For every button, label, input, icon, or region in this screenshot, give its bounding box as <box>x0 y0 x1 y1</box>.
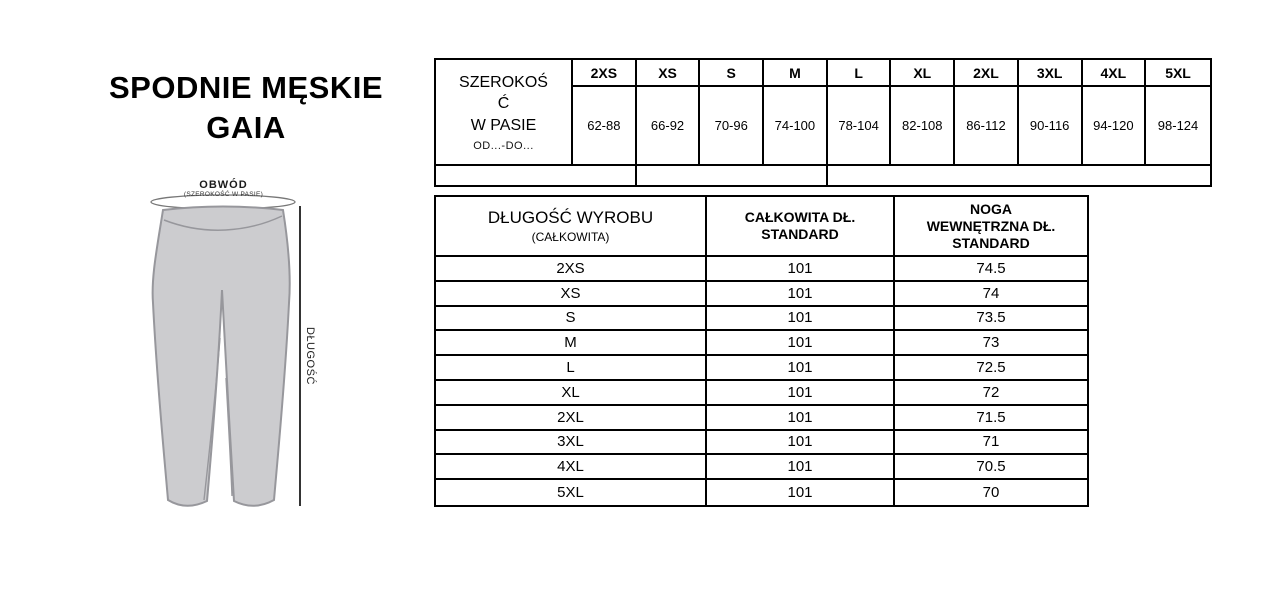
size-column-header: L <box>828 60 892 87</box>
length-row-inner-leg: 71.5 <box>895 406 1087 431</box>
length-row-total: 101 <box>707 307 895 332</box>
waist-range-value: 70-96 <box>700 87 764 166</box>
circumference-label: OBWÓD <box>199 179 248 191</box>
length-row-inner-leg: 70.5 <box>895 455 1087 480</box>
length-row-inner-leg: 73 <box>895 331 1087 356</box>
trousers-diagram <box>140 178 330 523</box>
length-table-col2-header <box>707 197 895 257</box>
page-title-line1: SPODNIE MĘSKIE <box>109 70 383 105</box>
waist-range-value: 82-108 <box>891 87 955 166</box>
length-row-total: 101 <box>707 480 895 505</box>
waist-range-value: 74-100 <box>764 87 828 166</box>
length-table-col3-header <box>895 197 1087 257</box>
waist-header-range-hint: OD...-DO... <box>473 140 534 152</box>
length-row-inner-leg: 72 <box>895 381 1087 406</box>
table-connector-cell <box>637 166 828 185</box>
length-row-inner-leg: 71 <box>895 431 1087 456</box>
waist-range-value: 62-88 <box>573 87 637 166</box>
waist-range-value: 94-120 <box>1083 87 1147 166</box>
length-row-total: 101 <box>707 381 895 406</box>
length-row-total: 101 <box>707 431 895 456</box>
length-col3-title: NOGA WEWNĘTRZNA DŁ. STANDARD <box>926 200 1056 251</box>
length-row-size: S <box>436 307 707 332</box>
waist-range-value: 86-112 <box>955 87 1019 166</box>
size-column-header: 3XL <box>1019 60 1083 87</box>
length-row-total: 101 <box>707 406 895 431</box>
length-row-size: 2XL <box>436 406 707 431</box>
size-column-header: S <box>700 60 764 87</box>
waist-header-title: SZEROKOŚĆ <box>459 74 548 112</box>
length-row-inner-leg: 70 <box>982 484 1000 502</box>
waist-size-table <box>434 58 1212 187</box>
length-row-inner-leg: 74.5 <box>895 257 1087 282</box>
size-column-header: M <box>764 60 828 87</box>
length-row-size: 4XL <box>436 455 707 480</box>
length-col2-title: CAŁKOWITA DŁ. STANDARD <box>744 209 856 242</box>
size-column-header: 2XS <box>573 60 637 87</box>
waist-range-value: 78-104 <box>828 87 892 166</box>
length-row-size: M <box>436 331 707 356</box>
length-label: DŁUGOŚĆ <box>304 327 316 385</box>
table-connector-cell <box>828 166 1210 185</box>
length-table <box>434 195 1089 507</box>
size-column-header: 4XL <box>1083 60 1147 87</box>
length-table-col1-header <box>436 197 707 257</box>
length-row-size: L <box>436 356 707 381</box>
page-title <box>60 68 432 148</box>
size-column-header: XS <box>637 60 701 87</box>
size-column-header: 2XL <box>955 60 1019 87</box>
length-col1-title: DŁUGOŚĆ WYROBU <box>487 208 654 227</box>
length-row-inner-leg: 72.5 <box>895 356 1087 381</box>
length-row-inner-leg: 73.5 <box>895 307 1087 332</box>
length-row-size: 5XL <box>436 480 707 505</box>
length-row-total: 101 <box>707 282 895 307</box>
length-row-total: 101 <box>707 331 895 356</box>
length-row-inner-leg: 74 <box>895 282 1087 307</box>
length-row-total: 101 <box>707 257 895 282</box>
length-col1-subtitle: (CAŁKOWITA) <box>531 230 610 244</box>
length-row-size: 2XS <box>436 257 707 282</box>
trousers-illustration <box>140 178 330 523</box>
length-row-total: 101 <box>707 356 895 381</box>
waist-table-header-cell <box>436 60 573 166</box>
length-row-size: XS <box>436 282 707 307</box>
waist-header-subtitle: W PASIE <box>470 117 537 134</box>
table-connector-cell <box>436 166 637 185</box>
page-title-line2: GAIA <box>206 110 286 145</box>
trousers-body <box>153 207 290 506</box>
size-column-header: 5XL <box>1146 60 1210 87</box>
waist-range-value: 66-92 <box>637 87 701 166</box>
length-row-size: XL <box>436 381 707 406</box>
length-row-size: 3XL <box>436 431 707 456</box>
waist-range-value: 90-116 <box>1019 87 1083 166</box>
length-row-total: 101 <box>707 455 895 480</box>
waist-range-value: 98-124 <box>1146 87 1210 166</box>
size-column-header: XL <box>891 60 955 87</box>
circumference-sublabel: (SZEROKOŚĆ W PASIE) <box>183 191 264 198</box>
